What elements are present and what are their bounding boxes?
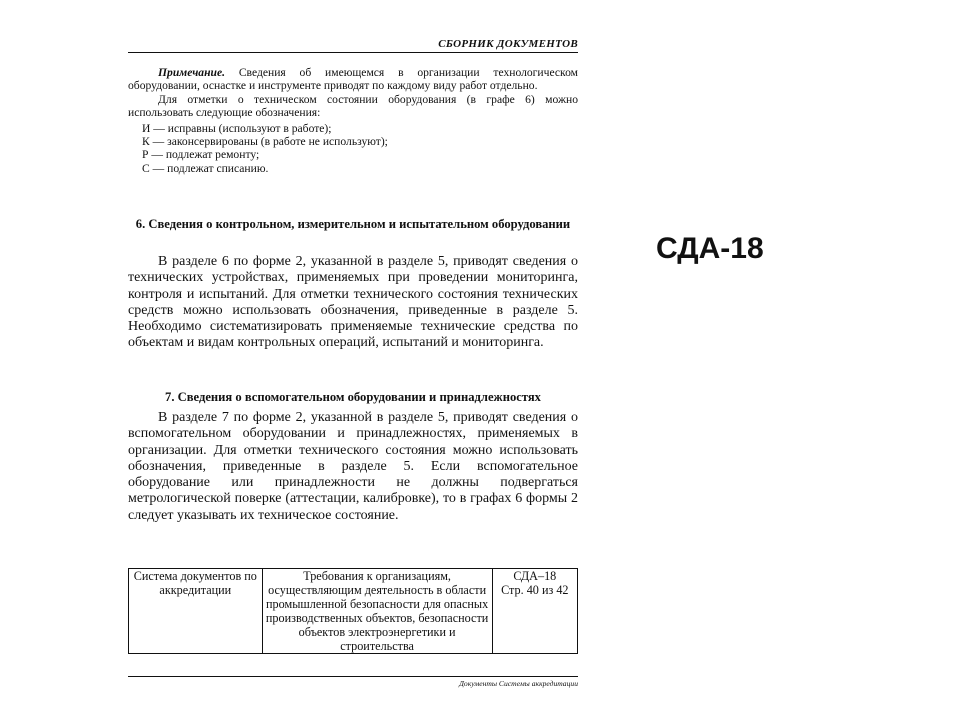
footer-caption: Документы Системы аккредитации — [459, 679, 578, 688]
status-code-item: И — исправны (используют в работе); — [142, 121, 332, 135]
document-page — [128, 36, 578, 686]
footer-document-title: Требования к организациям, осуществляющим деятельность в области промышленной безопасности для опасных производственных объектов, безопасности объектов электроэнергетики и строительства — [262, 569, 492, 654]
section-6-body: В разделе 6 по форме 2, указанной в разделе 5, приводят сведения о технических устройствах, применяемых при проведении мониторинга, контроля и испытаний. Для отметки технического состояния технических средств можно использовать обозначения, приведенные в разделе 5. Необходимо систематизировать применяемые технические средства по объектам и видам контрольных операций, испытаний и мониторинга. — [128, 254, 578, 351]
status-code-item: К — законсервированы (в работе не используют); — [142, 135, 388, 149]
footer-page-number: Стр. 40 из 42 — [501, 583, 569, 597]
footer-table — [128, 568, 578, 654]
footer-rule — [128, 676, 578, 677]
running-head: СБОРНИК ДОКУМЕНТОВ — [438, 38, 578, 50]
note-text-1: Сведения об имеющемся в организации технологическом оборудовании, оснастке и инструменте приводят по каждому виду работ отдельно. — [128, 66, 578, 93]
section-6-title: 6. Сведения о контрольном, измерительном и испытательном оборудовании — [135, 217, 571, 231]
header-rule — [128, 52, 578, 53]
document-code-label: СДА-18 — [656, 232, 764, 265]
note-paragraph — [128, 66, 578, 93]
note-block — [128, 66, 578, 175]
footer-document-code: СДА–18 — [513, 569, 557, 583]
status-code-item: Р — подлежат ремонту; — [142, 148, 260, 162]
footer-document-info — [492, 569, 577, 654]
footer-system-name: Система документов по аккредитации — [129, 569, 263, 654]
note-paragraph-2: Для отметки о техническом состоянии оборудования (в графе 6) можно использовать следующие обозначения: — [128, 92, 578, 120]
status-code-item: С — подлежат списанию. — [142, 161, 269, 175]
status-codes-list — [142, 122, 578, 176]
section-7-body: В разделе 7 по форме 2, указанной в разделе 5, приводят сведения о вспомогательном оборудовании и принадлежностях, применяемых в организации. Для отметки технического состояния можно использовать обозначения, приведенные в разделе 5. Если вспомогательное оборудование или принадлежности не должны подвергаться метрологической поверке (аттестации, калибровке), то в графах 6 формы 2 следует указывать их техническое состояние. — [128, 410, 578, 523]
section-7-title: 7. Сведения о вспомогательном оборудовании и принадлежностях — [165, 390, 541, 404]
note-term: Примечание. — [158, 66, 226, 79]
